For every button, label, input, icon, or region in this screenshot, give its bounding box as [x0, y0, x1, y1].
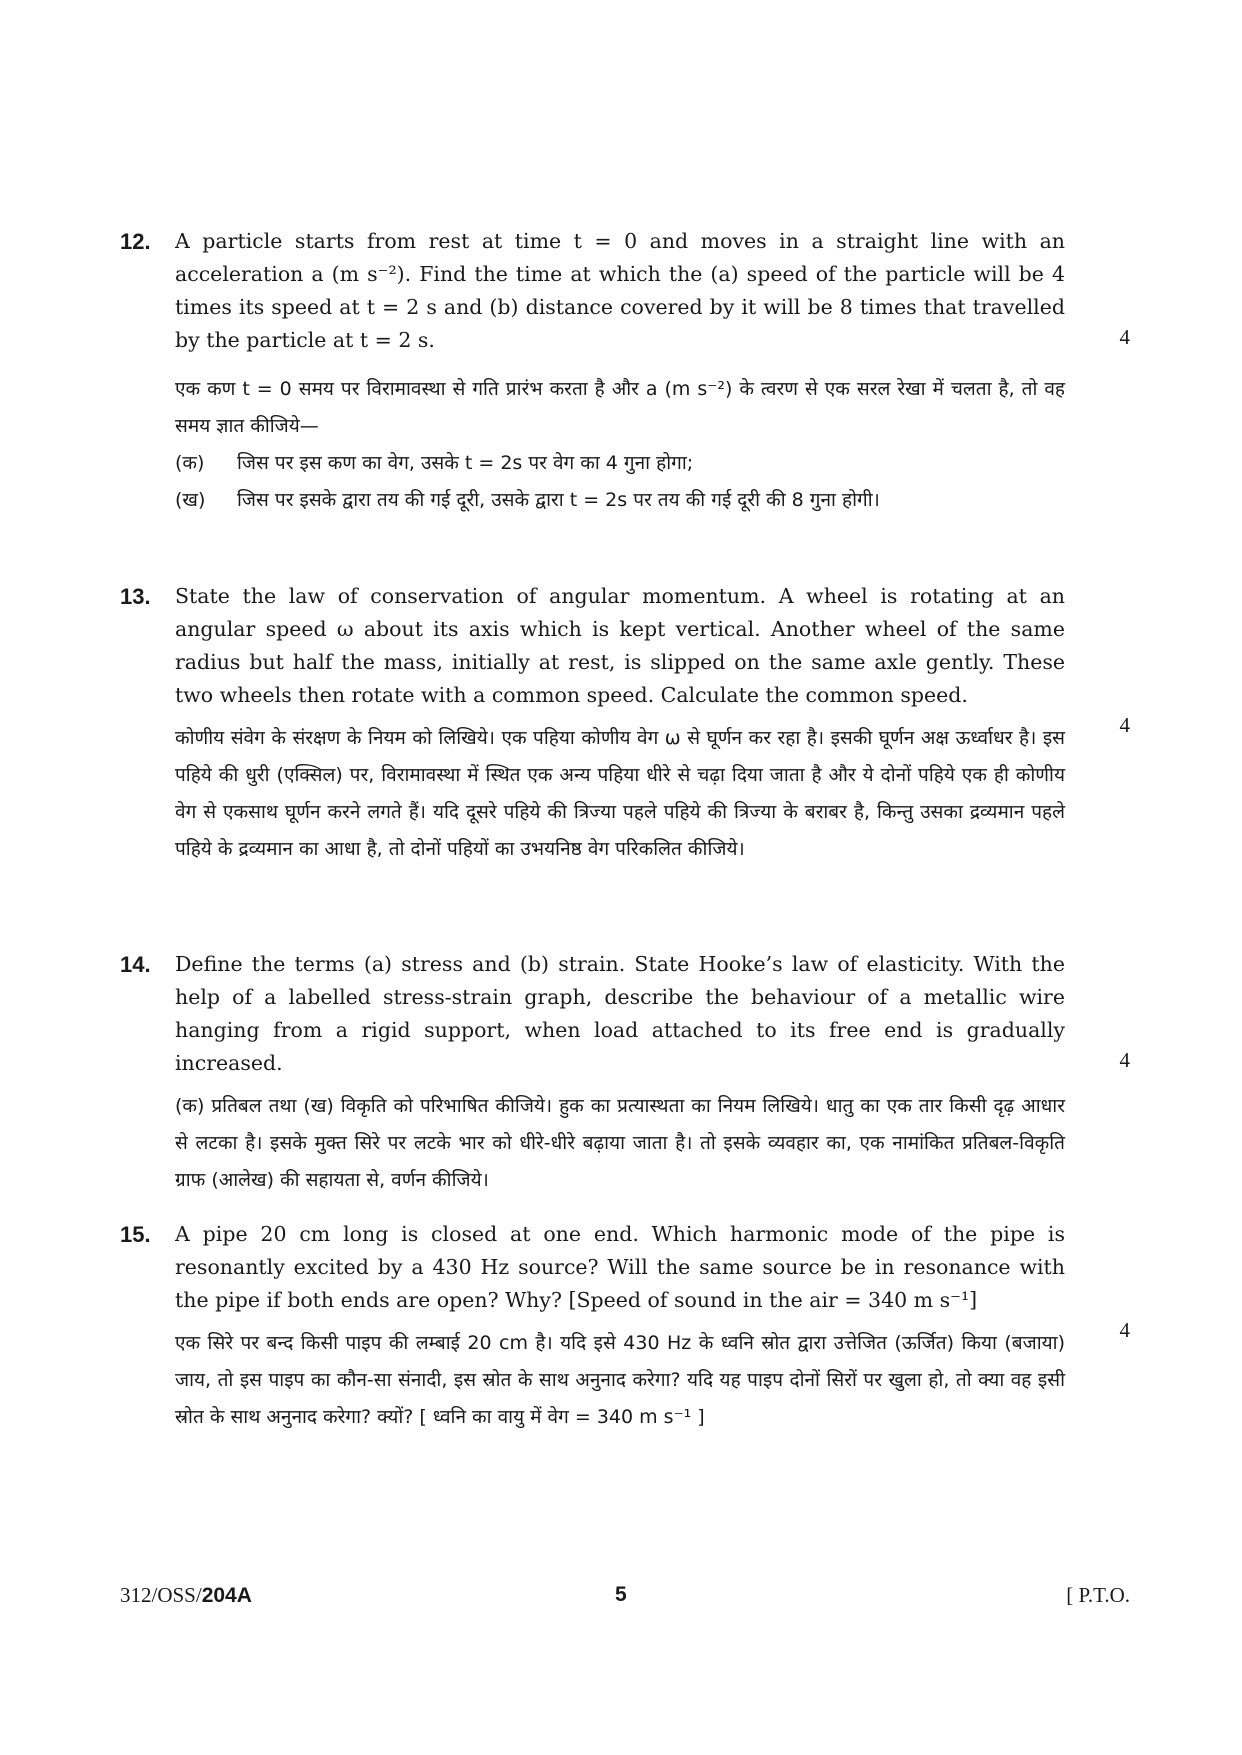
- paper-code: [120, 1583, 252, 1608]
- question-text-hindi: कोणीय संवेग के संरक्षण के नियम को लिखिये। एक पहिया कोणीय वेग ω से घूर्णन कर रहा है। इसकी घूर्णन अक्ष ऊर्ध्वाधर है। इस पहिये की धुरी (एक्सिल) पर, विरामावस्था में स्थित एक अन्य पहिया धीरे से चढ़ा दिया जाता है और ये दोनों पहिये एक ही कोणीय वेग से एकसाथ घूर्णन करने लगते हैं। यदि दूसरे पहिये की त्रिज्या पहले पहिये की त्रिज्या के बराबर है, किन्तु उसका द्रव्यमान पहले पहिये के द्रव्यमान का आधा है, तो दोनों पहियों का उभयनिष्ठ वेग परिकलित कीजिये।: [175, 727, 1065, 860]
- marks: 4: [1119, 713, 1130, 737]
- question-12: [120, 225, 1130, 519]
- sub-part-label: (ख): [175, 489, 206, 511]
- marks: 4: [1119, 325, 1130, 349]
- question-text-hindi: एक सिरे पर बन्द किसी पाइप की लम्बाई 20 cm है। यदि इसे 430 Hz के ध्वनि स्रोत द्वारा उत्तेजित (ऊर्जित) किया (बजाया) जाय, तो इस पाइप का कौन-सा संनादी, इस स्रोत के साथ अनुनाद करेगा? यदि यह पाइप दोनों सिरों पर खुला हो, तो क्या वह इसी स्रोत के साथ अनुनाद करेगा? क्यों? [ ध्वनि का वायु में वेग = 340 m s⁻¹ ]: [175, 1332, 1065, 1428]
- marks: 4: [1119, 1048, 1130, 1072]
- marks: 4: [1119, 1318, 1130, 1342]
- page-number: 5: [615, 1583, 627, 1606]
- sub-part-label: (क): [175, 452, 205, 474]
- question-text-hindi: एक कण t = 0 समय पर विरामावस्था से गति प्रारंभ करता है और a (m s⁻²) के त्वरण से एक सरल रेखा में चलता है, तो वह समय ज्ञात कीजिये—: [175, 378, 1065, 437]
- question-text-english: A pipe 20 cm long is closed at one end. Which harmonic mode of the pipe is resonantly excited by a 430 Hz source? Will the same source be in resonance with the pipe if both ends are open? Why? [Speed of sound in the air = 340 m s⁻¹]: [175, 1222, 1065, 1312]
- page-footer: [120, 1583, 1130, 1613]
- sub-part-text: जिस पर इस कण का वेग, उसके t = 2s पर वेग का 4 गुना होगा;: [237, 452, 694, 474]
- question-text-english: A particle starts from rest at time t = 0 and moves in a straight line with an acceleration a (m s⁻²). Find the time at which the (a) speed of the particle will be 4 times its speed at t = 2 s and (b) distance covered by it will be 8 times that travelled by the particle at t = 2 s.: [175, 229, 1065, 352]
- question-13: [120, 580, 1130, 868]
- question-number: 15.: [120, 1222, 151, 1247]
- paper-code-bold: 204A: [201, 1584, 252, 1607]
- question-number: 12.: [120, 229, 151, 254]
- question-text-english: Define the terms (a) stress and (b) strain. State Hooke’s law of elasticity. With the help of a labelled stress-strain graph, describe the behaviour of a metallic wire hanging from a rigid support, when load attached to its free end is gradually increased.: [175, 952, 1065, 1075]
- sub-part-a: [175, 445, 1065, 482]
- question-text-english: State the law of conservation of angular momentum. A wheel is rotating at an angular speed ω about its axis which is kept vertical. Another wheel of the same radius but half the mass, initially at rest, is slipped on the same axle gently. These two wheels then rotate with a common speed. Calculate the common speed.: [175, 584, 1065, 707]
- sub-part-b: [175, 482, 1065, 519]
- question-14: [120, 948, 1130, 1199]
- sub-part-text: जिस पर इसके द्वारा तय की गई दूरी, उसके द्वारा t = 2s पर तय की गई दूरी की 8 गुना होगी।: [237, 489, 880, 511]
- question-number: 14.: [120, 952, 151, 977]
- pto-label: [ P.T.O.: [1066, 1583, 1130, 1607]
- question-text-hindi: (क) प्रतिबल तथा (ख) विकृति को परिभाषित कीजिये। हुक का प्रत्यास्थता का नियम लिखिये। धातु का एक तार किसी दृढ़ आधार से लटका है। इसके मुक्त सिरे पर लटके भार को धीरे-धीरे बढ़ाया जाता है। तो इसके व्यवहार का, एक नामांकित प्रतिबल-विकृति ग्राफ (आलेख) की सहायता से, वर्णन कीजिये।: [175, 1095, 1065, 1191]
- question-15: [120, 1218, 1130, 1436]
- question-number: 13.: [120, 584, 151, 609]
- paper-code-prefix: 312/OSS/: [120, 1583, 202, 1607]
